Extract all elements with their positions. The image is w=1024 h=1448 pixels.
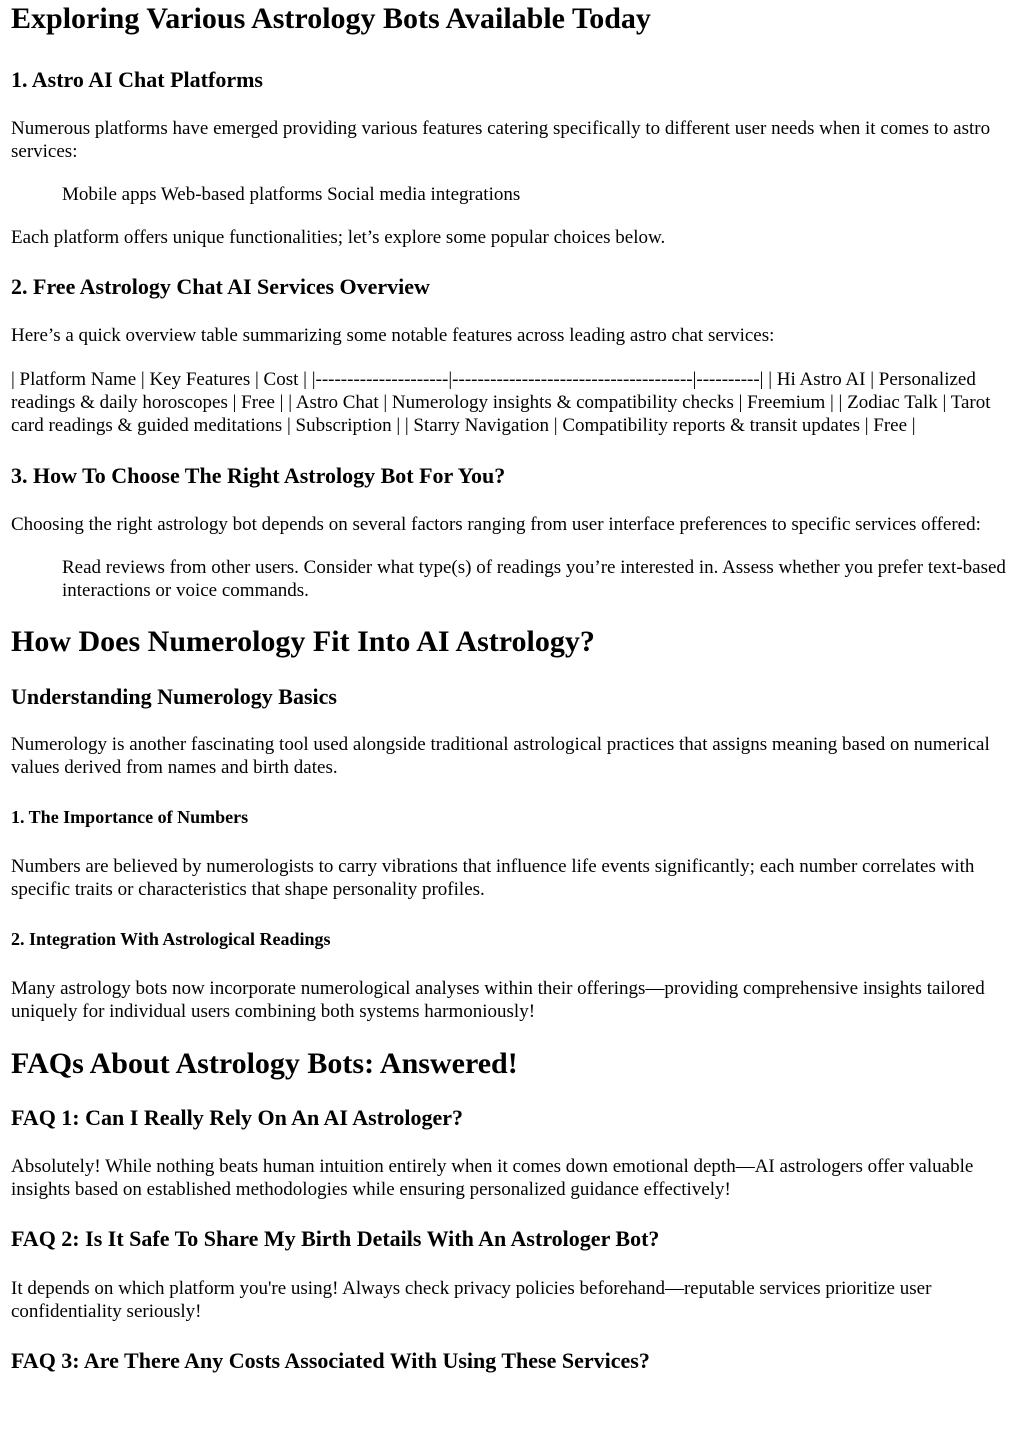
heading-importance-of-numbers: 1. The Importance of Numbers <box>11 807 249 828</box>
choose-tips-list: Read reviews from other users. Consider what type(s) of readings you’re interested in. Assess whether you prefer text-based interactions or voice commands. <box>62 557 1006 602</box>
heading-free-services-overview: 2. Free Astrology Chat AI Services Overview <box>11 273 430 299</box>
heading-choose-right-bot: 3. How To Choose The Right Astrology Bot For You? <box>11 463 506 489</box>
section-title-astrology-bots: Exploring Various Astrology Bots Available Today <box>11 2 651 35</box>
heading-integration-readings: 2. Integration With Astrological Readings <box>11 928 331 949</box>
faq-question-2: FAQ 2: Is It Safe To Share My Birth Details With An Astrologer Bot? <box>11 1226 660 1252</box>
faq-answer-1: Absolutely! While nothing beats human intuition entirely when it comes down emotional depth—AI astrologers offer valuable insights based on established methodologies while ensuring personalized guidance effectively! <box>11 1156 974 1201</box>
paragraph-integration-readings: Many astrology bots now incorporate numerological analyses within their offerings—providing comprehensive insights tailored uniquely for individual users combining both systems harmoniously! <box>11 977 985 1022</box>
section-title-numerology: How Does Numerology Fit Into AI Astrology? <box>11 625 595 659</box>
paragraph-platforms-outro: Each platform offers unique functionalities; let’s explore some popular choices below. <box>11 226 666 248</box>
faq-answer-2: It depends on which platform you're using! Always check privacy policies beforehand—reputable services prioritize user confidentiality seriously! <box>11 1277 932 1322</box>
platform-comparison-table-text: | Platform Name | Key Features | Cost | |---------------------|--------------------------------------|----------| | Hi Astro AI | Personalized readings & daily horoscopes | Free | | Astro Chat | Numerology insights & compatibility checks | Freemium | | Zodiac Talk | Tarot card readings & guided meditations | Subscription | | Starry Navigation | Compatibility reports & transit updates | Free | <box>11 369 991 437</box>
faq-question-1: FAQ 1: Can I Really Rely On An AI Astrologer? <box>11 1105 464 1131</box>
paragraph-overview-intro: Here’s a quick overview table summarizing some notable features across leading astro chat services: <box>11 325 775 347</box>
platform-types-list: Mobile apps Web-based platforms Social media integrations <box>62 183 521 205</box>
article <box>0 2 1024 1373</box>
paragraph-numerology-basics: Numerology is another fascinating tool used alongside traditional astrological practices that assigns meaning based on numerical values derived from names and birth dates. <box>11 734 990 779</box>
heading-astro-ai-chat-platforms: 1. Astro AI Chat Platforms <box>11 66 263 92</box>
paragraph-choose-intro: Choosing the right astrology bot depends on several factors ranging from user interface preferences to specific services offered: <box>11 514 981 536</box>
paragraph-importance-of-numbers: Numbers are believed by numerologists to carry vibrations that influence life events significantly; each number correlates with specific traits or characteristics that shape personality profiles. <box>11 855 975 900</box>
paragraph-platforms-intro: Numerous platforms have emerged providing various features catering specifically to different user needs when it comes to astro services: <box>11 117 991 162</box>
section-title-faqs: FAQs About Astrology Bots: Answered! <box>11 1046 518 1080</box>
faq-question-3: FAQ 3: Are There Any Costs Associated With Using These Services? <box>11 1347 650 1373</box>
heading-numerology-basics: Understanding Numerology Basics <box>11 683 337 709</box>
